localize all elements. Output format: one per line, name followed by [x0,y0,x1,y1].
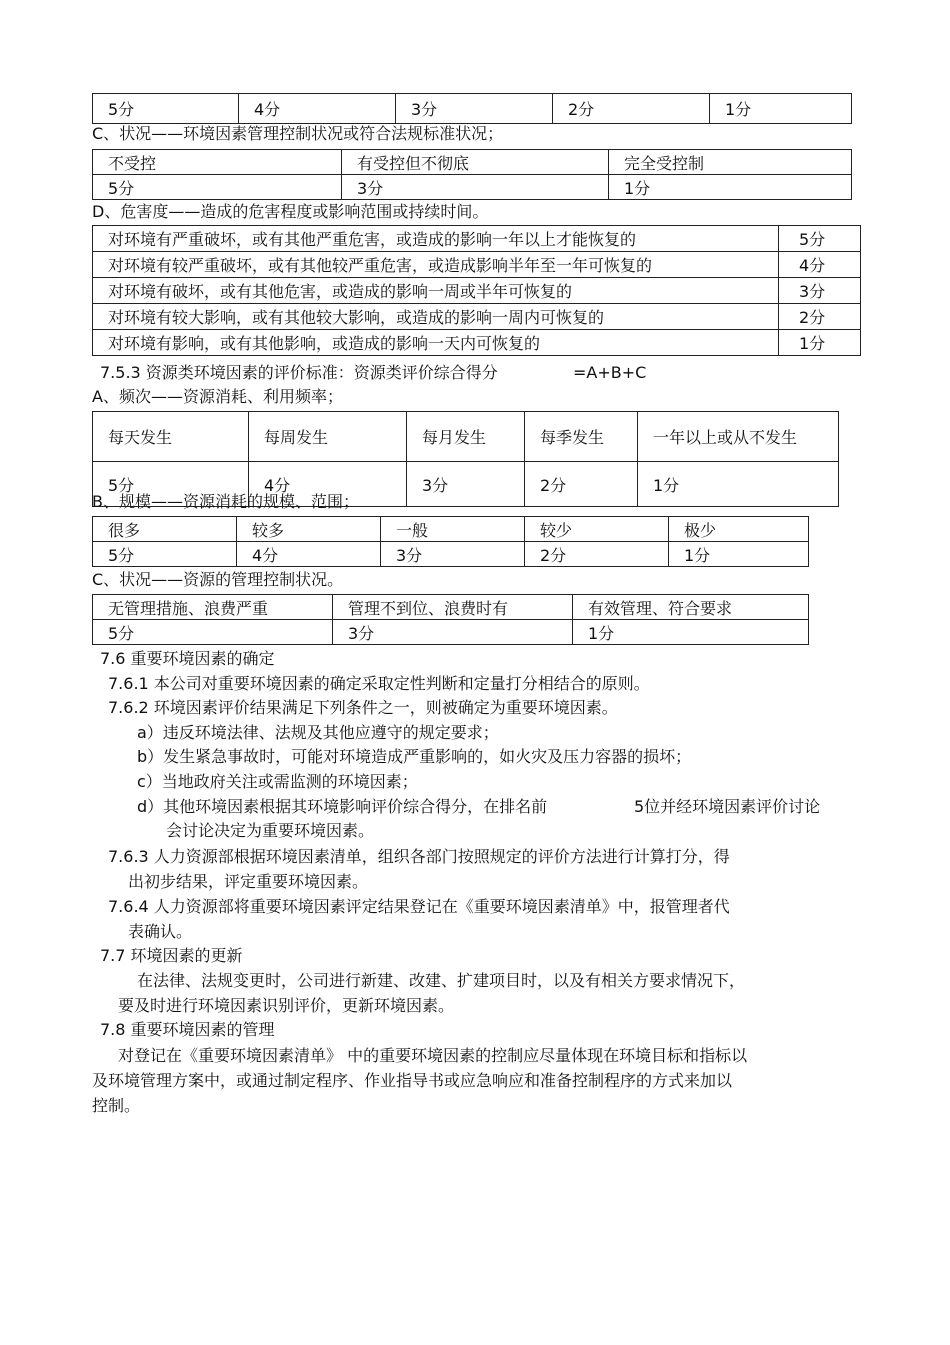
score-cell: 2分 [553,94,710,124]
section-77-title: 7.7 环境因素的更新 [100,946,243,965]
list-item-b: b）发生紧急事故时，可能对环境造成严重影响的，如火灾及压力容器的损坏； [137,747,692,766]
header-cell: 有效管理、符合要求 [573,595,809,620]
header-cell: 每天发生 [93,412,249,462]
score-cell: 4分 [237,542,381,567]
section-762: 7.6.2 环境因素评价结果满足下列条件之一，则被确定为重要环境因素。 [108,698,618,717]
header-cell: 很多 [93,517,237,542]
score-cell: 4分 [239,94,396,124]
header-cell: 每周发生 [249,412,407,462]
list-item-c: c）当地政府关注或需监测的环境因素； [137,772,418,791]
score-cell: 5分 [93,542,237,567]
score-cell: 3分 [342,175,609,200]
section-753-formula: =A+B+C [573,363,647,382]
a-freq-heading: A、频次——资源消耗、利用频率； [92,387,343,406]
score-cell: 1分 [669,542,809,567]
harm-desc-cell: 对环境有破坏，或有其他危害，或造成的影响一周或半年可恢复的 [93,278,779,304]
harm-score-cell: 4分 [779,252,861,278]
header-cell: 每月发生 [407,412,525,462]
score-cell: 3分 [407,462,525,507]
harm-desc-cell: 对环境有影响，或有其他影响，或造成的影响一天内可恢复的 [93,330,779,356]
score-cell: 1分 [710,94,852,124]
list-item-d: d）其他环境因素根据其环境影响评价综合得分，在排名前 [137,797,548,816]
header-cell: 每季发生 [525,412,638,462]
b-scale-heading: B、规模——资源消耗的规模、范围； [92,492,359,511]
harm-score-cell: 5分 [779,226,861,252]
header-cell: 有受控但不彻底 [342,150,609,175]
score-cell: 3分 [333,620,573,645]
section-76-title: 7.6 重要环境因素的确定 [100,649,275,668]
header-cell: 完全受控制 [609,150,852,175]
harm-desc-cell: 对环境有严重破坏，或有其他严重危害，或造成的影响一年以上才能恢复的 [93,226,779,252]
section-77-paragraph-cont: 要及时进行环境因素识别评价，更新环境因素。 [118,996,455,1015]
section-77-paragraph: 在法律、法规变更时，公司进行新建、改建、扩建项目时，以及有相关方要求情况下， [137,971,746,990]
section-764-continued: 表确认。 [128,922,193,941]
d-harm-heading: D、危害度——造成的危害程度或影响范围或持续时间。 [92,202,489,221]
d-harm-table [92,225,861,356]
section-78-paragraph: 对登记在《重要环境因素清单》 中的重要环境因素的控制应尽量体现在环境目标和指标以 [118,1046,748,1065]
header-cell: 不受控 [93,150,342,175]
score-cell: 3分 [396,94,553,124]
score-cell: 1分 [638,462,839,507]
score-cell: 5分 [93,462,249,507]
section-753-heading: 7.5.3 资源类环境因素的评价标准：资源类评价综合得分 [100,363,498,382]
header-cell: 一年以上或从不发生 [638,412,839,462]
section-78-paragraph-line3: 控制。 [92,1096,141,1115]
score-cell: 5分 [93,94,239,124]
c-resource-table [92,594,809,645]
score-cell: 3分 [381,542,525,567]
score-cell: 5分 [93,620,333,645]
c-status-heading: C、状况——环境因素管理控制状况或符合法规标准状况； [92,124,504,143]
header-cell: 一般 [381,517,525,542]
section-78-title: 7.8 重要环境因素的管理 [100,1020,275,1039]
list-item-d-rest: 5位并经环境因素评价讨论 [634,797,821,816]
harm-desc-cell: 对环境有较大影响，或有其他较大影响，或造成的影响一周内可恢复的 [93,304,779,330]
section-763-continued: 出初步结果，评定重要环境因素。 [128,872,369,891]
score-cell: 2分 [525,542,669,567]
score-cell: 4分 [249,462,407,507]
score-cell: 2分 [525,462,638,507]
c-resource-heading: C、状况——资源的管理控制状况。 [92,570,344,589]
score-cell: 1分 [609,175,852,200]
top-score-table [92,93,852,124]
section-764: 7.6.4 人力资源部将重要环境因素评定结果登记在《重要环境因素清单》中，报管理者代 [108,897,730,916]
section-78-paragraph-line2: 及环境管理方案中，或通过制定程序、作业指导书或应急响应和准备控制程序的方式来加以 [92,1071,733,1090]
b-scale-table [92,516,809,567]
score-cell: 1分 [573,620,809,645]
list-item-a: a）违反环境法律、法规及其他应遵守的规定要求； [137,723,499,742]
harm-score-cell: 1分 [779,330,861,356]
harm-desc-cell: 对环境有较严重破坏，或有其他较严重危害，或造成影响半年至一年可恢复的 [93,252,779,278]
section-763: 7.6.3 人力资源部根据环境因素清单，组织各部门按照规定的评价方法进行计算打分，得 [108,847,730,866]
c-status-table [92,149,852,200]
header-cell: 管理不到位、浪费时有 [333,595,573,620]
header-cell: 无管理措施、浪费严重 [93,595,333,620]
list-item-d-continued: 会讨论决定为重要环境因素。 [166,821,375,840]
header-cell: 较少 [525,517,669,542]
harm-score-cell: 3分 [779,278,861,304]
section-761: 7.6.1 本公司对重要环境因素的确定采取定性判断和定量打分相结合的原则。 [108,674,650,693]
harm-score-cell: 2分 [779,304,861,330]
score-cell: 5分 [93,175,342,200]
header-cell: 极少 [669,517,809,542]
header-cell: 较多 [237,517,381,542]
